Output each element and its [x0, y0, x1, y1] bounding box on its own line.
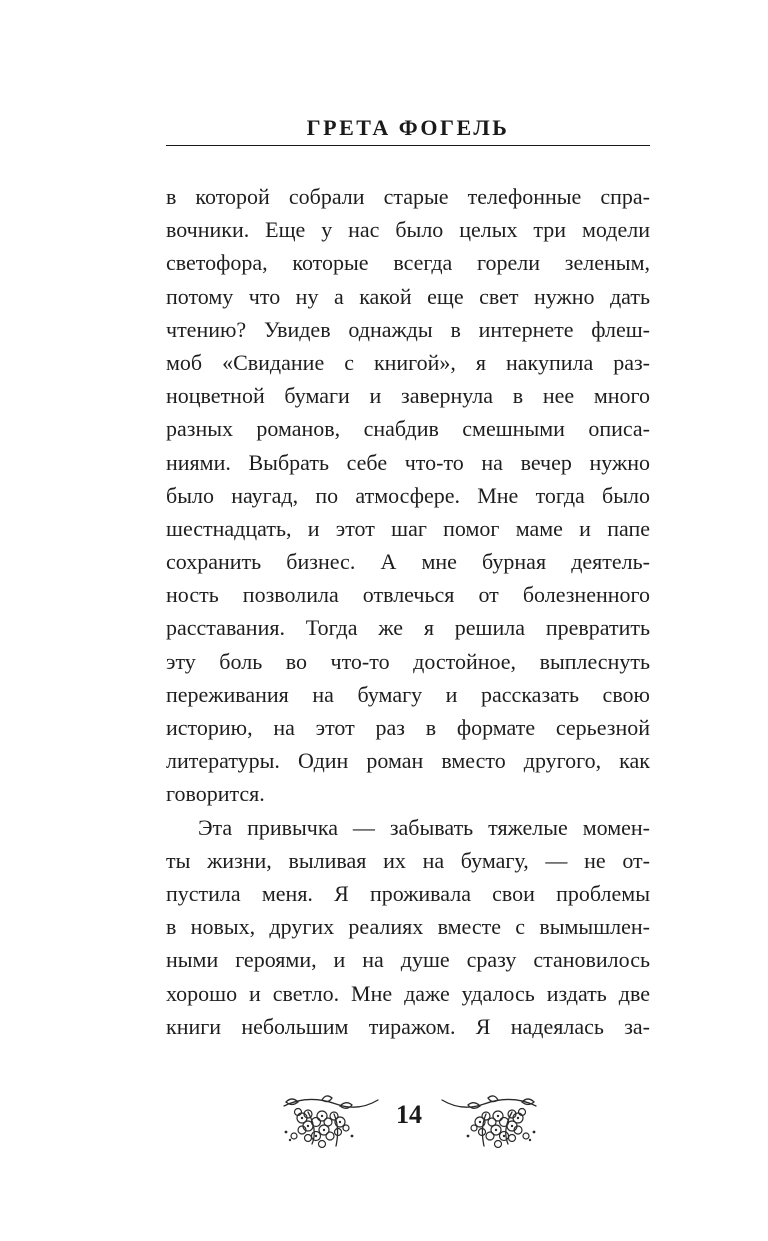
text-line: книги небольшим тиражом. Я надеялась за- [166, 1013, 650, 1039]
text-line: ноцветной бумаги и завернула в нее много [166, 383, 650, 409]
text-line: в новых, других реалиях вместе с вымышлен- [166, 914, 650, 940]
page-number: 14 [396, 1100, 422, 1129]
text-line: разных романов, снабдив смешными описа- [166, 416, 650, 442]
text-line: ными героями, и на душе сразу становилось [166, 947, 650, 973]
text-line: в которой собрали старые телефонные спра- [166, 184, 650, 209]
text-line: было наугад, по атмосфере. Мне тогда было [166, 482, 650, 508]
text-line: сохранить бизнес. А мне бурная деятель- [166, 549, 650, 575]
text-line: переживания на бумагу и рассказать свою [166, 681, 650, 707]
text-line: расставания. Тогда же я решила превратить [166, 615, 650, 641]
text-line: вочники. Еще у нас было целых три модели [166, 217, 650, 243]
text-line: шестнадцать, и этот шаг помог маме и папе [166, 515, 650, 541]
paragraph [166, 180, 650, 811]
header-rule [166, 145, 650, 146]
text-line: чтению? Увидев однажды в интернете флеш- [166, 316, 650, 342]
text-line: говорится. [166, 781, 265, 807]
text-line: ты жизни, выливая их на бумагу, — не от- [166, 847, 650, 873]
text-line: литературы. Один роман вместо другого, как [166, 748, 650, 774]
page-footer [0, 1092, 768, 1152]
text-line: хорошо и светло. Мне даже удалось издать две [166, 980, 650, 1006]
text-line: потому что ну а какой еще свет нужно дать [166, 283, 650, 309]
floral-ornament-icon [438, 1092, 542, 1152]
text-line: пустила меня. Я проживала свои проблемы [166, 880, 650, 906]
text-line: ниями. Выбрать себе что-то на вечер нужно [166, 449, 650, 475]
body-text [166, 180, 650, 1043]
text-line: Эта привычка — забывать тяжелые момен- [198, 814, 650, 840]
text-line: историю, на этот раз в формате серьезной [166, 715, 650, 740]
running-head-author: ГРЕТА ФОГЕЛЬ [306, 115, 510, 140]
text-line: светофора, которые всегда горели зеленым, [166, 250, 650, 276]
text-line: моб «Свидание с книгой», я накупила раз- [166, 349, 650, 375]
paragraph [166, 811, 650, 1043]
text-line: ность позволила отвлечься от болезненного [166, 582, 650, 608]
text-line: эту боль во что-то достойное, выплеснуть [166, 648, 650, 674]
